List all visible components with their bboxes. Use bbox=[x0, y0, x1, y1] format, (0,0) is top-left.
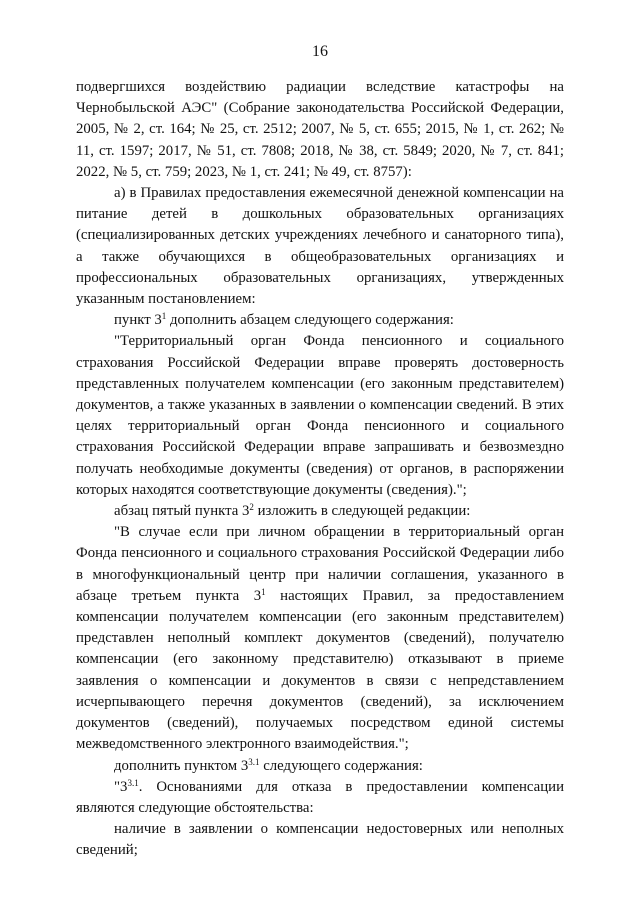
text-fragment: . Основаниями для отказа в предоставлении компенсации являются следующие обстоятельства: bbox=[76, 778, 564, 816]
superscript: 2 bbox=[249, 502, 254, 513]
document-body bbox=[76, 77, 564, 862]
paragraph-unreliable-information: наличие в заявлении о компенсации недостоверных или неполных сведений; bbox=[76, 821, 564, 859]
paragraph-intro-citation: подвергшихся воздействию радиации вследствие катастрофы на Чернобыльской АЭС" (Собрание законодательства Российской Федерации, 2005, № 2, ст. 164; № 25, ст. 2512; 2007, № 5, ст. 655; 2015, № 1, ст. 262; № 11, ст. 1597; 2017, № 51, ст. 7808; 2018, № 38, ст. 5849; 2020, № 7, ст. 841; 2022, № 5, ст. 759; 2023, № 1, ст. 241; № 49, ст. 8757): bbox=[76, 79, 564, 180]
text-fragment: абзац пятый пункта 3 bbox=[114, 503, 250, 520]
paragraph-point-3-2 bbox=[76, 501, 564, 522]
paragraph-quoted-incomplete-documents bbox=[76, 522, 564, 755]
superscript: 3.1 bbox=[127, 777, 139, 788]
superscript: 3.1 bbox=[248, 756, 260, 767]
superscript: 1 bbox=[161, 311, 167, 322]
page-number: 16 bbox=[312, 43, 328, 60]
text-fragment: дополнить пунктом 3 bbox=[114, 757, 249, 774]
superscript: 1 bbox=[261, 586, 266, 597]
text-fragment: дополнить абзацем следующего содержания: bbox=[166, 312, 454, 329]
paragraph-quoted-territorial-body: "Территориальный орган Фонда пенсионного и социального страхования Российской Федерации вправе проверять достоверность представленных получателем компенсации (его законным представителем) документов, а также указанных в заявлении о компенсации сведений. В этих целях территориальный орган Фонда пенсионного и социального страхования Российской Федерации вправе запрашивать и безвозмездно получать необходимые документы (сведения) от органов, в распоряжении которых находятся соответствующие документы (сведения)."; bbox=[76, 333, 564, 498]
text-fragment: настоящих Правил, за предоставлением компенсации получателем компенсации (его законным представителем) представлен неполный комплект документов (сведений), получателю компенсации (его законному представителю) отказывают в приеме заявления о компенсации и документов в связи с непредставлением исчерпывающего перечня документов (сведений), за исключением документов (сведений), получаемых посредством единой системы межведомственного электронного взаимодействия."; bbox=[76, 587, 564, 753]
text-fragment: пункт 3 bbox=[114, 312, 162, 329]
text-fragment: "В случае если при личном обращении в территориальный орган Фонда пенсионного и социального страхования Российской Федерации либо в многофункциональный центр при наличии соглашения, указанного в абзаце третьем пункта 3 bbox=[76, 524, 564, 604]
text-fragment: изложить в следующей редакции: bbox=[253, 503, 471, 520]
paragraph-point-3-1 bbox=[76, 310, 564, 331]
paragraph-quoted-refusal-grounds bbox=[76, 777, 564, 819]
text-fragment: следующего содержания: bbox=[259, 757, 423, 774]
paragraph-add-point-3-3-1 bbox=[76, 756, 564, 777]
text-fragment: "3 bbox=[114, 778, 128, 795]
paragraph-item-a: а) в Правилах предоставления ежемесячной денежной компенсации на питание детей в дошкольных образовательных организациях (специализированных детских учреждениях лечебного и санаторного типа), а также обучающихся в общеобразовательных организациях и профессиональных образовательных организациях, утвержденных указанным постановлением: bbox=[76, 185, 564, 308]
